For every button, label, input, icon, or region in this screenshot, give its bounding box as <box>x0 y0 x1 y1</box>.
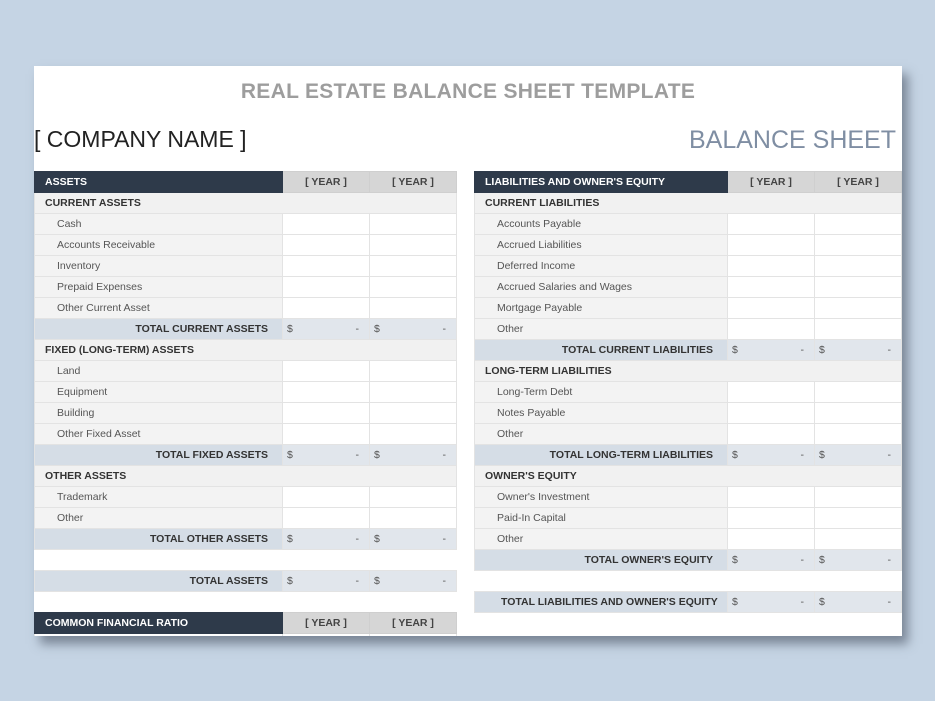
total-amount <box>728 592 815 613</box>
total-amount <box>370 445 457 466</box>
value-cell[interactable] <box>815 298 902 319</box>
value-cell[interactable] <box>370 424 457 445</box>
line-item-label: Building <box>35 403 283 424</box>
line-item-label: Inventory <box>35 256 283 277</box>
spacer <box>475 571 902 592</box>
section-heading: FIXED (LONG-TERM) ASSETS <box>35 340 457 361</box>
line-item-row <box>475 256 902 277</box>
value-cell[interactable] <box>370 382 457 403</box>
year-header[interactable]: [ YEAR ] <box>283 613 370 634</box>
line-item-label: Mortgage Payable <box>475 298 728 319</box>
currency-symbol: $ <box>819 554 825 566</box>
total-row <box>475 550 902 571</box>
value-cell[interactable] <box>728 214 815 235</box>
total-amount <box>283 571 370 592</box>
assets-table <box>34 171 457 636</box>
line-item-label: Deferred Income <box>475 256 728 277</box>
line-item-label: Land <box>35 361 283 382</box>
value-cell[interactable] <box>728 424 815 445</box>
value-cell[interactable] <box>283 298 370 319</box>
amount-value: - <box>442 323 446 335</box>
line-item-label: Owner's Investment <box>475 487 728 508</box>
year-header[interactable]: [ YEAR ] <box>815 172 902 193</box>
section-heading: CURRENT LIABILITIES <box>475 193 902 214</box>
line-item-row <box>35 214 457 235</box>
year-header[interactable]: [ YEAR ] <box>728 172 815 193</box>
line-item-label: Accrued Salaries and Wages <box>475 277 728 298</box>
currency-symbol: $ <box>819 344 825 356</box>
value-cell[interactable] <box>370 214 457 235</box>
line-item-label: Accounts Receivable <box>35 235 283 256</box>
line-item-row <box>475 214 902 235</box>
line-item-label: Other <box>475 529 728 550</box>
value-cell[interactable] <box>283 214 370 235</box>
total-amount <box>283 445 370 466</box>
spacer-row <box>475 571 902 592</box>
line-item-label: Other <box>475 424 728 445</box>
section-heading: CURRENT ASSETS <box>35 193 457 214</box>
line-item-label: Trademark <box>35 487 283 508</box>
value-cell[interactable] <box>815 529 902 550</box>
amount-value: - <box>800 449 804 461</box>
value-cell[interactable] <box>283 487 370 508</box>
value-cell[interactable] <box>815 277 902 298</box>
line-item-row <box>35 403 457 424</box>
amount-value: - <box>442 449 446 461</box>
total-amount <box>728 340 815 361</box>
value-cell[interactable] <box>370 298 457 319</box>
document-title: REAL ESTATE BALANCE SHEET TEMPLATE <box>240 80 696 103</box>
section-heading-row <box>35 193 457 214</box>
value-cell[interactable] <box>283 382 370 403</box>
line-item-row <box>35 382 457 403</box>
value-cell[interactable] <box>815 382 902 403</box>
currency-symbol: $ <box>732 344 738 356</box>
line-item-row <box>475 529 902 550</box>
amount-value: - <box>355 323 359 335</box>
amount-value: - <box>800 554 804 566</box>
section-heading-row <box>475 193 902 214</box>
total-label: TOTAL CURRENT ASSETS <box>35 319 283 340</box>
currency-symbol: $ <box>819 449 825 461</box>
section-heading-row <box>475 466 902 487</box>
spacer-row <box>35 550 457 571</box>
line-item-row <box>35 487 457 508</box>
total-row <box>475 340 902 361</box>
line-item-label: Prepaid Expenses <box>35 277 283 298</box>
value-cell[interactable] <box>815 424 902 445</box>
value-cell[interactable] <box>370 361 457 382</box>
value-cell[interactable] <box>728 487 815 508</box>
value-cell[interactable] <box>370 235 457 256</box>
value-cell[interactable] <box>728 235 815 256</box>
section-heading-row <box>35 340 457 361</box>
currency-symbol: $ <box>287 323 293 335</box>
line-item-label: Notes Payable <box>475 403 728 424</box>
line-item-row <box>35 277 457 298</box>
total-row <box>35 319 457 340</box>
value-cell[interactable] <box>728 529 815 550</box>
line-item-row <box>475 382 902 403</box>
value-cell[interactable] <box>815 403 902 424</box>
value-cell[interactable] <box>815 319 902 340</box>
line-item-row <box>475 424 902 445</box>
spacer <box>35 550 457 571</box>
assets-header-row <box>35 172 457 193</box>
liabilities-header: LIABILITIES AND OWNER'S EQUITY <box>475 172 728 193</box>
company-name[interactable]: [ COMPANY NAME ] <box>34 126 247 152</box>
spacer-row <box>35 592 457 613</box>
line-item-row <box>475 298 902 319</box>
amount-value: - <box>800 344 804 356</box>
currency-symbol: $ <box>287 533 293 545</box>
grand-total-row <box>475 592 902 613</box>
line-item-label: Other Current Asset <box>35 298 283 319</box>
value-cell[interactable] <box>728 382 815 403</box>
line-item-label: Other Fixed Asset <box>35 424 283 445</box>
line-item-label: Other <box>35 508 283 529</box>
currency-symbol: $ <box>732 554 738 566</box>
line-item-row <box>35 508 457 529</box>
total-amount <box>283 529 370 550</box>
total-amount <box>815 592 902 613</box>
value-cell[interactable] <box>815 235 902 256</box>
line-item-row <box>475 235 902 256</box>
line-item-row <box>475 403 902 424</box>
amount-value: - <box>355 575 359 587</box>
liabilities-table <box>474 171 902 613</box>
line-item-label: Equipment <box>35 382 283 403</box>
grand-total-label: TOTAL LIABILITIES AND OWNER'S EQUITY <box>475 592 728 613</box>
section-heading: OWNER'S EQUITY <box>475 466 902 487</box>
total-label: TOTAL OWNER'S EQUITY <box>475 550 728 571</box>
line-item-row <box>35 424 457 445</box>
value-cell[interactable] <box>370 277 457 298</box>
total-amount <box>815 340 902 361</box>
currency-symbol: $ <box>732 596 738 608</box>
section-heading: LONG-TERM LIABILITIES <box>475 361 902 382</box>
grand-total-row <box>35 571 457 592</box>
currency-symbol: $ <box>732 449 738 461</box>
amount-value: - <box>887 596 891 608</box>
balance-sheet-label: BALANCE SHEET <box>688 126 896 154</box>
line-item-label: Paid-In Capital <box>475 508 728 529</box>
value-cell[interactable] <box>815 256 902 277</box>
amount-value: - <box>887 554 891 566</box>
line-item-label: Accounts Payable <box>475 214 728 235</box>
total-label: TOTAL CURRENT LIABILITIES <box>475 340 728 361</box>
currency-symbol: $ <box>819 596 825 608</box>
line-item-row <box>475 508 902 529</box>
year-header[interactable]: [ YEAR ] <box>283 172 370 193</box>
liabilities-header-row <box>475 172 902 193</box>
ratio-header: COMMON FINANCIAL RATIO <box>35 613 283 634</box>
value-cell[interactable] <box>283 424 370 445</box>
balance-sheet-page <box>34 66 902 636</box>
currency-symbol: $ <box>374 449 380 461</box>
section-heading-row <box>475 361 902 382</box>
grand-total-label: TOTAL ASSETS <box>35 571 283 592</box>
value-cell[interactable] <box>728 319 815 340</box>
value-cell[interactable] <box>370 508 457 529</box>
amount-value: - <box>887 344 891 356</box>
amount-value: - <box>887 449 891 461</box>
value-cell[interactable] <box>728 256 815 277</box>
line-item-label: Long-Term Debt <box>475 382 728 403</box>
spacer <box>35 592 457 613</box>
value-cell[interactable] <box>728 277 815 298</box>
currency-symbol: $ <box>374 575 380 587</box>
value-cell[interactable] <box>283 277 370 298</box>
total-amount <box>370 319 457 340</box>
amount-value: - <box>442 533 446 545</box>
total-amount <box>370 529 457 550</box>
currency-symbol: $ <box>374 533 380 545</box>
line-item-row <box>35 298 457 319</box>
amount-value: - <box>355 533 359 545</box>
value-cell[interactable] <box>370 634 457 637</box>
value-cell[interactable] <box>815 508 902 529</box>
value-cell[interactable] <box>283 235 370 256</box>
currency-symbol: $ <box>287 575 293 587</box>
amount-value: - <box>442 575 446 587</box>
total-label: TOTAL LONG-TERM LIABILITIES <box>475 445 728 466</box>
value-cell[interactable] <box>815 214 902 235</box>
line-item-row <box>475 487 902 508</box>
total-amount <box>815 445 902 466</box>
amount-value: - <box>800 596 804 608</box>
ratio-row <box>35 634 457 637</box>
value-cell[interactable] <box>283 508 370 529</box>
total-row <box>475 445 902 466</box>
total-row <box>35 529 457 550</box>
section-heading-row <box>35 466 457 487</box>
total-amount <box>728 445 815 466</box>
value-cell[interactable] <box>283 361 370 382</box>
line-item-label: Accrued Liabilities <box>475 235 728 256</box>
line-item-row <box>475 319 902 340</box>
value-cell[interactable] <box>728 508 815 529</box>
line-item-row <box>35 256 457 277</box>
total-label: TOTAL OTHER ASSETS <box>35 529 283 550</box>
currency-symbol: $ <box>374 323 380 335</box>
assets-header: ASSETS <box>35 172 283 193</box>
line-item-row <box>35 361 457 382</box>
year-header[interactable]: [ YEAR ] <box>370 613 457 634</box>
total-amount <box>815 550 902 571</box>
currency-symbol: $ <box>287 449 293 461</box>
total-amount <box>728 550 815 571</box>
value-cell[interactable] <box>283 256 370 277</box>
ratio-cell <box>35 634 283 637</box>
total-amount <box>283 319 370 340</box>
section-heading: OTHER ASSETS <box>35 466 457 487</box>
line-item-row <box>475 277 902 298</box>
value-cell[interactable] <box>728 403 815 424</box>
value-cell[interactable] <box>815 487 902 508</box>
value-cell[interactable] <box>728 298 815 319</box>
value-cell[interactable] <box>370 256 457 277</box>
amount-value: - <box>355 449 359 461</box>
value-cell[interactable] <box>370 403 457 424</box>
ratio-header-row <box>35 613 457 634</box>
value-cell[interactable] <box>283 403 370 424</box>
line-item-label: Cash <box>35 214 283 235</box>
value-cell[interactable] <box>370 487 457 508</box>
value-cell[interactable] <box>283 634 370 637</box>
total-amount <box>370 571 457 592</box>
year-header[interactable]: [ YEAR ] <box>370 172 457 193</box>
line-item-label: Other <box>475 319 728 340</box>
line-item-row <box>35 235 457 256</box>
total-label: TOTAL FIXED ASSETS <box>35 445 283 466</box>
total-row <box>35 445 457 466</box>
